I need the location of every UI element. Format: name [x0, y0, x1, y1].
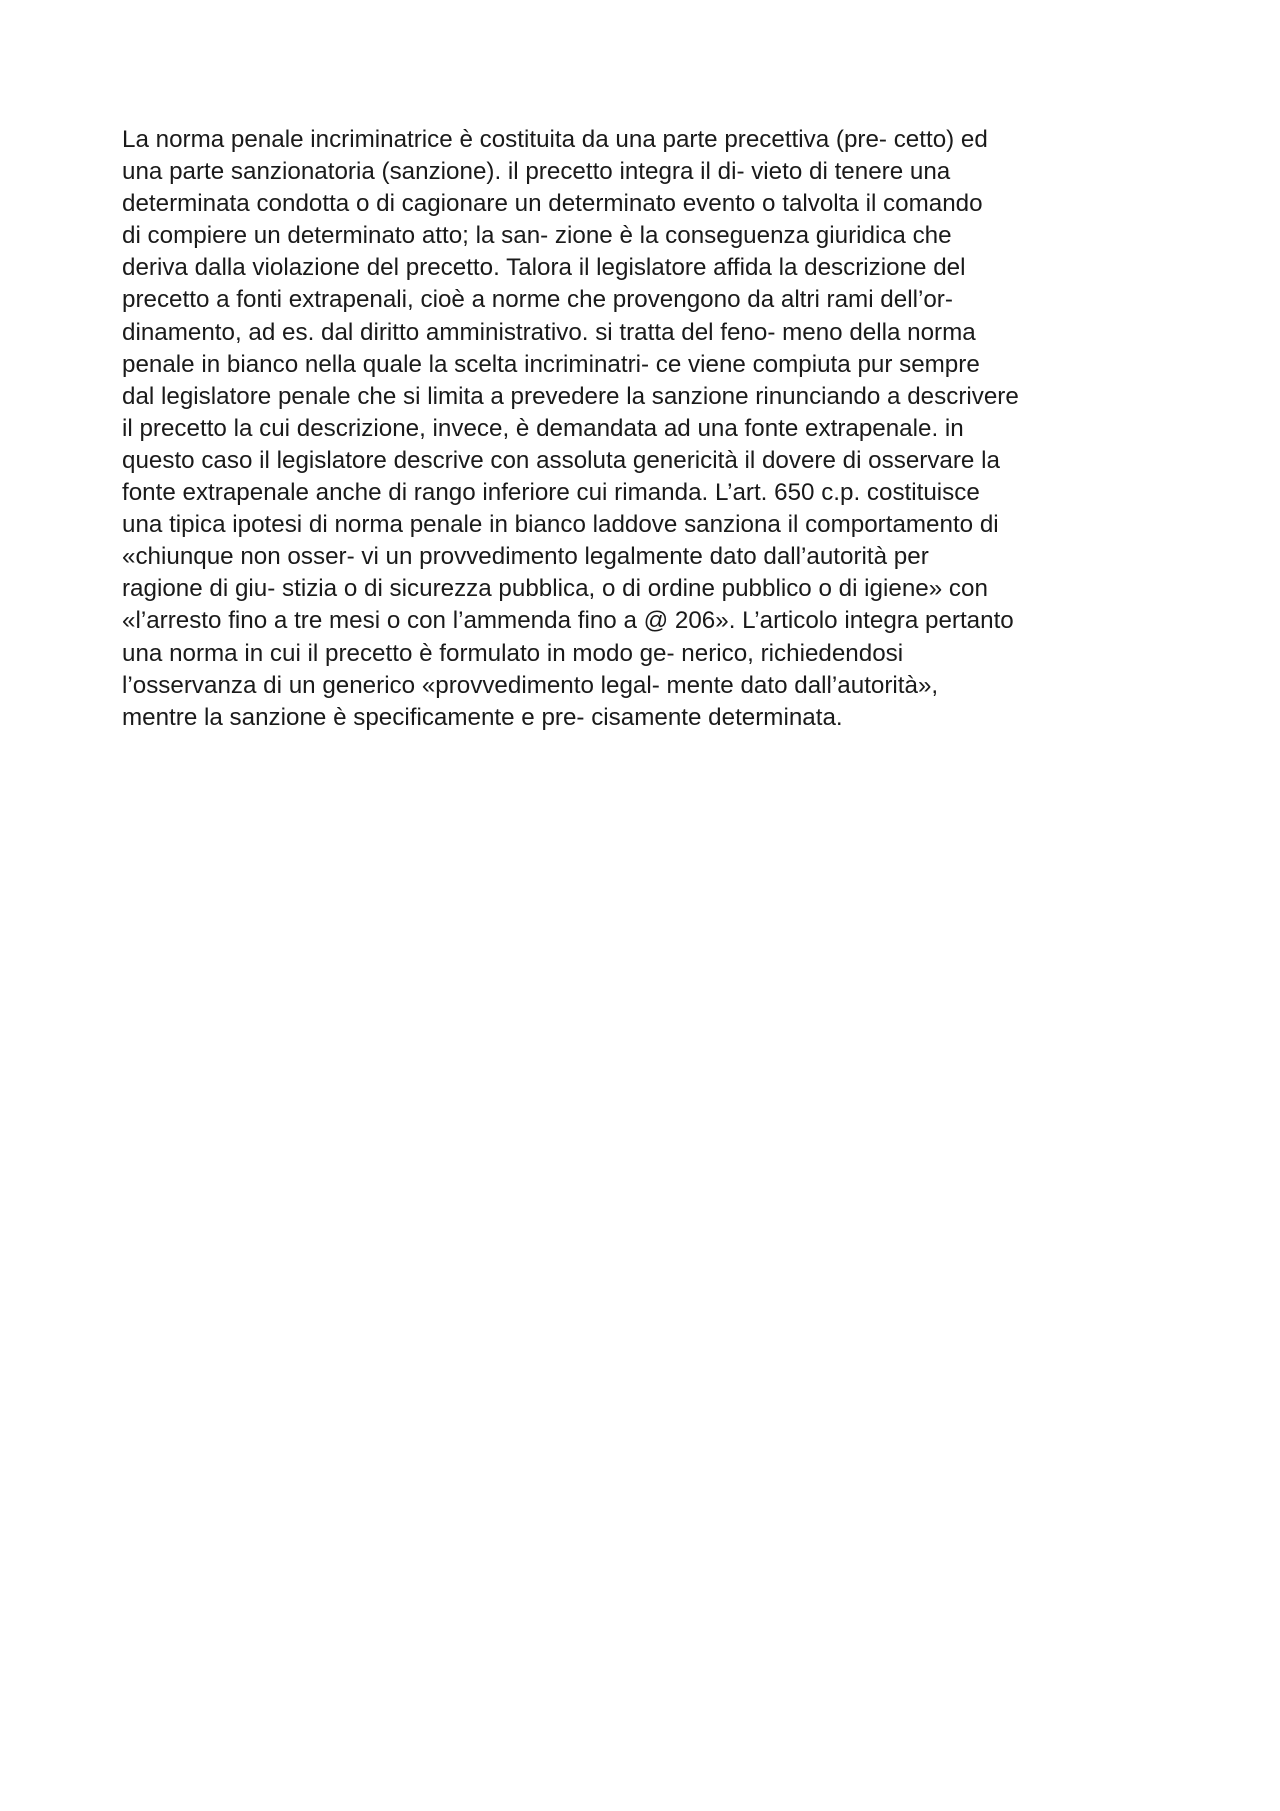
text-line: il precetto la cui descrizione, invece, è demandata ad una fonte extrapenale. in	[122, 414, 964, 442]
text-line: precetto a fonti extrapenali, cioè a norme che provengono da altri rami dell’or-	[122, 286, 953, 314]
text-line: questo caso il legislatore descrive con assoluta genericità il dovere di osservare la	[122, 446, 1000, 474]
text-line: l’osservanza di un generico «provvedimento legal- mente dato dall’autorità»,	[122, 671, 939, 699]
text-line: una tipica ipotesi di norma penale in bianco laddove sanziona il comportamento di	[122, 511, 999, 539]
text-line: penale in bianco nella quale la scelta incriminatri- ce viene compiuta pur sempre	[122, 350, 980, 378]
text-line: una parte sanzionatoria (sanzione). il precetto integra il di- vieto di tenere una	[122, 158, 951, 186]
text-line: dinamento, ad es. dal diritto amministrativo. si tratta del feno- meno della norma	[122, 318, 976, 346]
text-line: «chiunque non osser- vi un provvedimento legalmente dato dall’autorità per	[122, 543, 929, 571]
text-line: una norma in cui il precetto è formulato in modo ge- nerico, richiedendosi	[122, 639, 904, 667]
text-line: «l’arresto fino a tre mesi o con l’ammenda fino a @ 206». L’articolo integra pertanto	[122, 607, 1014, 635]
text-line: deriva dalla violazione del precetto. Talora il legislatore affida la descrizione del	[122, 254, 966, 282]
body-paragraph	[122, 124, 1182, 734]
text-line: determinata condotta o di cagionare un determinato evento o talvolta il comando	[122, 190, 983, 218]
text-line: fonte extrapenale anche di rango inferiore cui rimanda. L’art. 650 c.p. costituisce	[122, 479, 980, 507]
text-line: La norma penale incriminatrice è costituita da una parte precettiva (pre- cetto) ed	[122, 126, 988, 153]
text-line: ragione di giu- stizia o di sicurezza pubblica, o di ordine pubblico o di igiene» con	[122, 575, 988, 603]
text-line: dal legislatore penale che si limita a prevedere la sanzione rinunciando a descrivere	[122, 382, 1019, 410]
text-line: mentre la sanzione è specificamente e pre- cisamente determinata.	[122, 703, 843, 731]
text-line: di compiere un determinato atto; la san- zione è la conseguenza giuridica che	[122, 222, 952, 250]
